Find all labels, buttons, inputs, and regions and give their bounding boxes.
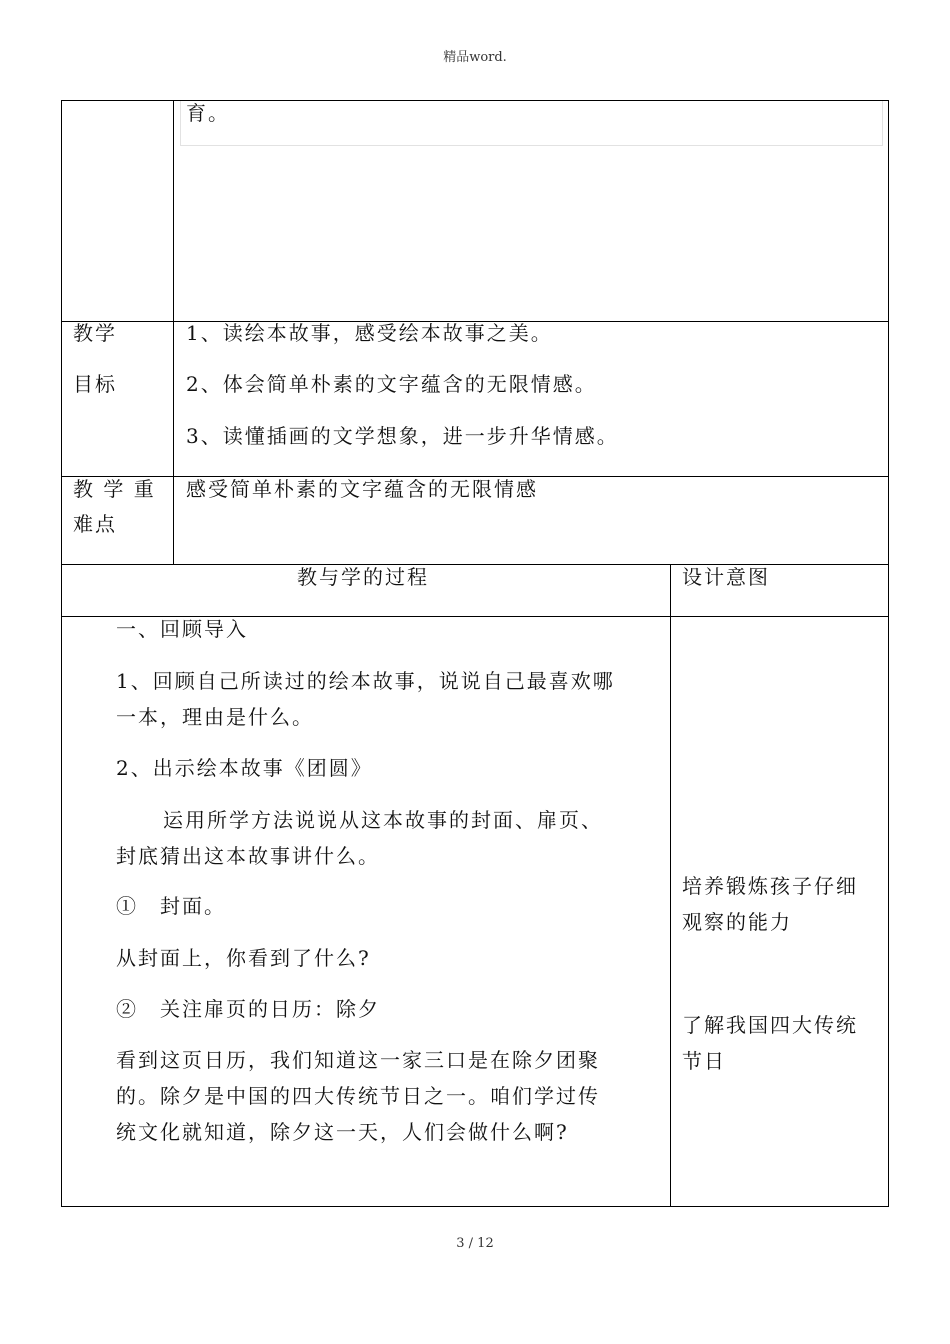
table-border-right <box>888 100 889 1207</box>
intent-column-divider <box>670 564 671 1207</box>
intent-line: 培养锻炼孩子仔细 <box>682 874 858 898</box>
intent-line: 观察的能力 <box>682 910 792 934</box>
label-column-divider <box>173 100 174 565</box>
keypoints-label-line2: 难点 <box>73 512 117 536</box>
process-line: 一、回顾导入 <box>116 617 248 641</box>
process-line: 2、出示绘本故事《团圆》 <box>116 756 373 780</box>
process-line: ① 封面。 <box>116 894 226 918</box>
intent-header-label: 设计意图 <box>682 565 770 589</box>
table-border-left <box>61 100 62 1207</box>
keypoints-text: 感受简单朴素的文字蕴含的无限情感 <box>186 477 538 501</box>
process-header-label: 教与学的过程 <box>297 565 429 589</box>
objective-item-3: 3、读懂插画的文学想象，进一步升华情感。 <box>186 424 619 448</box>
objectives-label-line1: 教学 <box>73 321 117 345</box>
process-line: ② 关注扉页的日历：除夕 <box>116 997 380 1021</box>
intent-line: 了解我国四大传统 <box>682 1013 858 1037</box>
row1-text: 育。 <box>186 101 230 125</box>
nested-cell-box <box>180 101 883 146</box>
page-footer: 3 / 12 <box>456 1236 494 1251</box>
intent-line: 节日 <box>682 1049 726 1073</box>
process-line: 的。除夕是中国的四大传统节日之一。咱们学过传 <box>116 1084 600 1108</box>
process-line: 从封面上，你看到了什么? <box>116 946 371 970</box>
process-line: 1、回顾自己所读过的绘本故事，说说自己最喜欢哪 <box>116 669 615 693</box>
objectives-label-line2: 目标 <box>73 372 117 396</box>
process-line: 看到这页日历，我们知道这一家三口是在除夕团聚 <box>116 1048 600 1072</box>
table-border-bottom <box>61 1206 889 1207</box>
objective-item-1: 1、读绘本故事，感受绘本故事之美。 <box>186 321 553 345</box>
objective-item-2: 2、体会简单朴素的文字蕴含的无限情感。 <box>186 372 597 396</box>
keypoints-label-line1: 教 学 重 <box>73 477 156 501</box>
process-line: 运用所学方法说说从这本故事的封面、扉页、 <box>163 808 603 832</box>
process-line: 一本，理由是什么。 <box>116 705 314 729</box>
process-line: 统文化就知道，除夕这一天，人们会做什么啊? <box>116 1120 569 1144</box>
page-header: 精品word. <box>443 50 507 65</box>
process-line: 封底猜出这本故事讲什么。 <box>116 844 380 868</box>
